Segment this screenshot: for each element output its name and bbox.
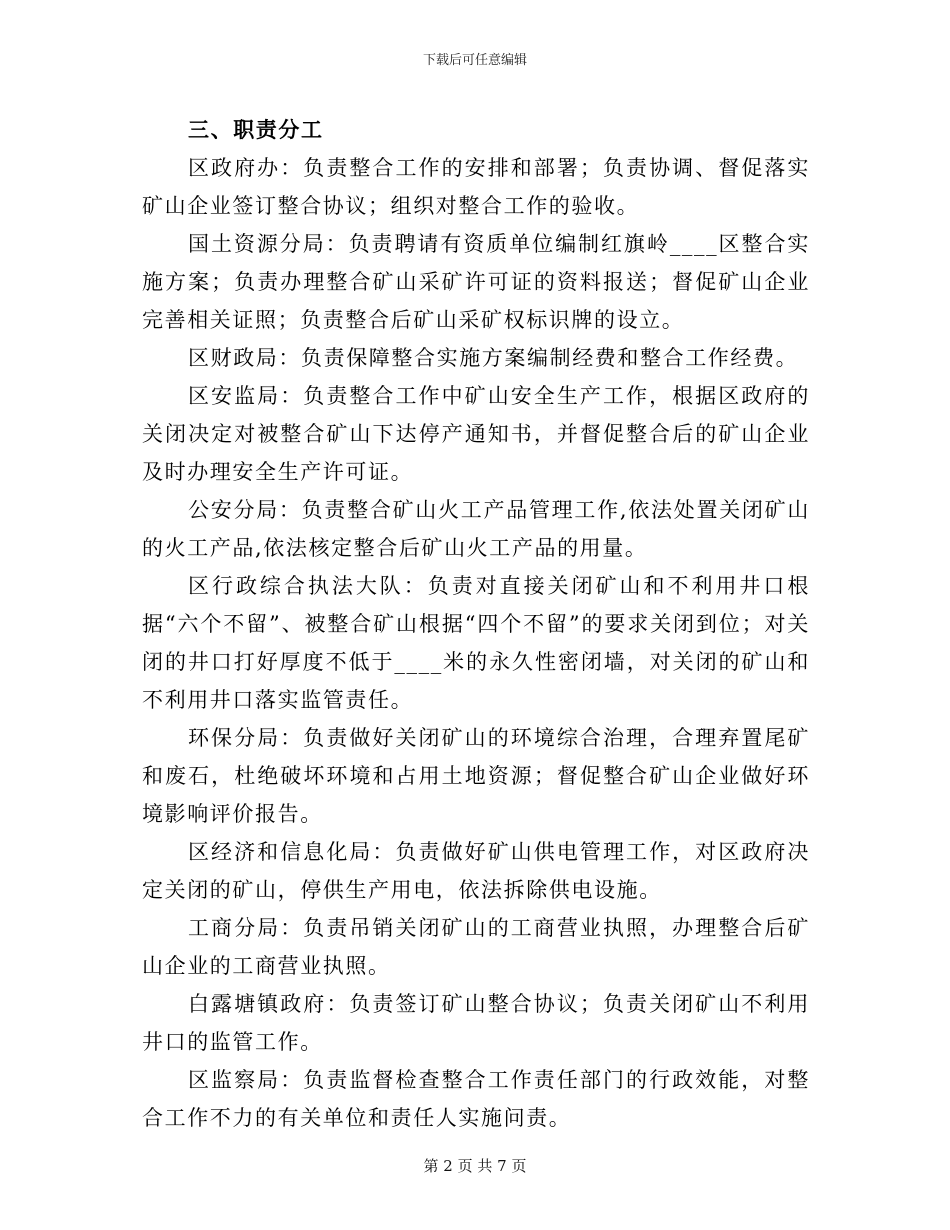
paragraph-commerce: 工商分局：负责吊销关闭矿山的工商营业执照，办理整合后矿山企业的工商营业执照。 bbox=[142, 916, 810, 978]
header-note: 下载后可任意编辑 bbox=[422, 53, 527, 68]
paragraph-supervision: 区监察局：负责监督检查整合工作责任部门的行政效能，对整合工作不力的有关单位和责任人实施问责。 bbox=[142, 1068, 810, 1130]
paragraph-town-government: 白露塘镇政府：负责签订矿山整合协议；负责关闭矿山不利用井口的监管工作。 bbox=[142, 992, 810, 1054]
paragraph-enforcement: 区行政综合执法大队：负责对直接关闭矿山和不利用井口根据“六个不留”、被整合矿山根据“四个不留”的要求关闭到位；对关闭的井口打好厚度不低于____米的永久性密闭墙，对关闭的矿山和不利用井口落实监管责任。 bbox=[142, 574, 810, 712]
paragraph-economy: 区经济和信息化局：负责做好矿山供电管理工作，对区政府决定关闭的矿山，停供生产用电，依法拆除供电设施。 bbox=[142, 840, 810, 902]
paragraph-environment: 环保分局：负责做好关闭矿山的环境综合治理，合理弃置尾矿和废石，杜绝破坏环境和占用土地资源；督促整合矿山企业做好环境影响评价报告。 bbox=[142, 726, 810, 826]
section-title: 三、职责分工 bbox=[188, 117, 324, 142]
paragraph-land-resources: 国土资源分局：负责聘请有资质单位编制红旗岭____区整合实施方案；负责办理整合矿山采矿许可证的资料报送；督促矿山企业完善相关证照；负责整合后矿山采矿权标识牌的设立。 bbox=[142, 232, 810, 332]
paragraph-safety: 区安监局：负责整合工作中矿山安全生产工作，根据区政府的关闭决定对被整合矿山下达停产通知书，并督促整合后的矿山企业及时办理安全生产许可证。 bbox=[142, 384, 810, 484]
document-body bbox=[142, 111, 810, 1137]
paragraph-finance: 区财政局：负责保障整合实施方案编制经费和整合工作经费。 bbox=[188, 346, 799, 370]
page-number: 第 2 页 共 7 页 bbox=[423, 1157, 527, 1175]
paragraph-public-security: 公安分局：负责整合矿山火工产品管理工作,依法处置关闭矿山的火工产品,依法核定整合后矿山火工产品的用量。 bbox=[142, 498, 810, 560]
paragraph-district-office: 区政府办：负责整合工作的安排和部署；负责协调、督促落实矿山企业签订整合协议；组织对整合工作的验收。 bbox=[142, 156, 810, 218]
